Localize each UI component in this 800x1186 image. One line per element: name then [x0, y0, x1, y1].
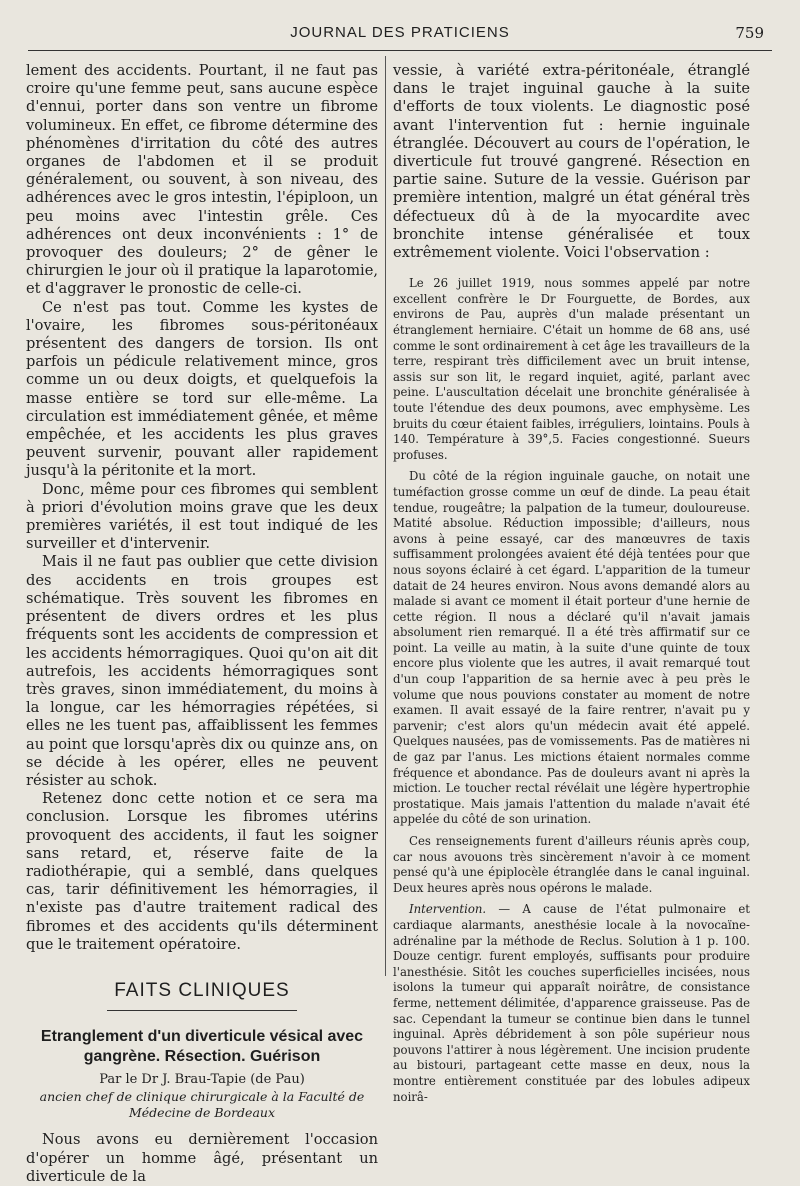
intervention-label: Intervention. — [409, 902, 511, 917]
paragraph: Donc, même pour ces fibromes qui semblent à priori d'évolution moins grave que les deux premières variétés, il est tout indiqué de les surveiller et d'intervenir. [26, 480, 378, 553]
article-intro-continued: vessie, à variété extra-péritonéale, étranglé dans le trajet inguinal gauche à la suite d'efforts de toux violents. Le diagnostic posé avant l'intervention fut : hernie inguinale étranglée. Découvert au cours de l'opération, le diverticule fut trouvé gangrené. Résection en partie saine. Suture de la vessie. Guérison par première intention, malgré un état général très défectueux dû à de la myocardite avec bronchite intense généralisée et toux extrêmement violente. Voici l'observation : [393, 62, 750, 262]
paragraph: Retenez donc cette notion et ce sera ma conclusion. Lorsque les fibromes utérins provoquent des accidents, il faut les soigner sans retard, et, réserve faite de la radiothérapie, qui a semblé, dans quelques cas, tarir définitivement les hémorragies, il n'existe pas d'autre traitement radical des fibromes et des accidents qu'ils déterminent que le traitement opératoire. [26, 790, 378, 953]
page-header [28, 22, 772, 51]
article-intro: Nous avons eu dernièrement l'occasion d'opérer un homme âgé, présentant un diverticule de la [26, 1131, 378, 1185]
observation-block [393, 276, 750, 1105]
intervention-text: A cause de l'état pulmonaire et cardiaque alarmants, anesthésie locale à la novocaïne-adrénaline par la méthode de Reclus. Solution à 1 p. 100. Douze centigr. furent employés, suffisants pour produire l'anesthésie. Sitôt les couches superficielles incisées, nous isolons la tumeur qui apparaît noirâtre, de consistance ferme, nettement délimitée, d'apparence graisseuse. Pas de sac. Cependant la tumeur se continue bien dans le tunnel inguinal. Après débridement à son pôle supérieur nous pouvons l'attirer à nous légèrement. Une incision prudente au bistouri, partageant cette masse en deux, nous la montre entièrement constituée par des lobules adipeux noirâ- [393, 902, 750, 1104]
article-byline: Par le Dr J. Brau-Tapie (de Pau) [99, 1072, 305, 1088]
column-divider [385, 56, 386, 976]
page-number: 759 [735, 24, 764, 42]
author-affiliation: ancien chef de clinique chirurgicale à la Faculté de Médecine de Bordeaux [39, 1089, 365, 1121]
journal-title: JOURNAL DES PRATICIENS [290, 24, 510, 41]
observation-paragraph: Ces renseignements furent d'ailleurs réunis après coup, car nous avouons très sincèrement n'avoir à ce moment pensé qu'à une épiplocèle étranglée dans le canal inguinal. Deux heures après nous opérons le malade. [393, 834, 750, 895]
section-title: FAITS CLINIQUES [114, 979, 290, 1001]
section-rule [107, 1010, 297, 1011]
paragraph: lement des accidents. Pourtant, il ne faut pas croire qu'une femme peut, sans aucune espèce d'ennui, porter dans son ventre un fibrome volumineux. En effet, ce fibrome détermine des phénomènes d'irritation du côté des autres organes de l'abdomen et il se produit généralement, ou souvent, à son niveau, des adhérences avec le gros intestin, l'épiploon, un peu moins avec l'intestin grêle. Ces adhérences ont deux inconvénients : 1° de provoquer des douleurs; 2° de gêner le chirurgien le jour où il pratique la laparotomie, et d'aggraver le pronostic de celle-ci. [26, 62, 378, 298]
paragraph: Mais il ne faut pas oublier que cette division des accidents en trois groupes est schématique. Très souvent les fibromes en présentent de divers ordres et les plus fréquents sont les accidents de compression et les accidents hémorragiques. Quoi qu'on ait dit autrefois, les accidents hémorragiques sont très graves, sinon immédiatement, du moins à la longue, car les hémorragies répétées, si elles ne les tuent pas, affaiblissent les femmes au point que lorsqu'après dix ou quinze ans, on se décide à les opérer, elles ne peuvent résister au schok. [26, 553, 378, 789]
observation-paragraph: Du côté de la région inguinale gauche, on notait une tuméfaction grosse comme un œuf de dinde. La peau était tendue, rougeâtre; la palpation de la tumeur, douloureuse. Matité absolue. Réduction impossible; d'ailleurs, nous avons à peine essayé, car des manœuvres de taxis suffisamment prolongées avaient été déjà tentées pour que nous soyons éclairé à cet égard. L'apparition de la tumeur datait de 24 heures environ. Nous avons demandé alors au malade si avant ce moment il était porteur d'une hernie de cette région. Il nous a déclaré qu'il n'avait jamais absolument rien remarqué. Il a été très affirmatif sur ce point. La veille au matin, à la suite d'une quinte de toux encore plus violente que les autres, il avait remarqué tout d'un coup l'apparition de sa hernie avec à peu près le volume que nous pouvions constater au moment de notre examen. Il avait essayé de la faire rentrer, n'avait pu y parvenir; c'est alors qu'un médecin avait été appelé. Quelques nausées, pas de vomissements. Pas de matières ni de gaz par l'anus. Les mictions étaient normales comme fréquence et abondance. Pas de douleurs avant ni après la miction. Le toucher rectal révélait une légère hypertrophie prostatique. Mais jamais l'attention du malade n'avait été appelée du côté de son urination. [393, 469, 750, 827]
article-title: Etranglement d'un diverticule vésical avec gangrène. Résection. Guérison [40, 1028, 364, 1066]
observation-paragraph: Le 26 juillet 1919, nous sommes appelé par notre excellent confrère le Dr Fourguette, de Bordes, aux environs de Pau, auprès d'un malade présentant un étranglement herniaire. C'était un homme de 68 ans, usé comme le sont ordinairement à cet âge les travailleurs de la terre, respirant très difficilement avec un bruit intense, assis sur son lit, le regard inquiet, agité, parlant avec peine. L'auscultation décelait une bronchite généralisée à toute l'étendue des deux poumons, avec emphysème. Les bruits du cœur étaient faibles, irréguliers, lointains. Pouls à 140. Température à 39°,5. Facies congestionné. Sueurs profuses. [393, 276, 750, 462]
paragraph: Ce n'est pas tout. Comme les kystes de l'ovaire, les fibromes sous-péritonéaux présentent des dangers de torsion. Ils ont parfois un pédicule relativement mince, gros comme un ou deux doigts, et quelquefois la masse entière se tord sur elle-même. La circulation est immédiatement gênée, et même empêchée, et les accidents les plus graves peuvent survenir, pouvant aller rapidement jusqu'à la péritonite et la mort. [26, 298, 378, 480]
right-column [393, 62, 750, 1111]
left-column [26, 62, 378, 1186]
intervention-paragraph [393, 902, 750, 1105]
